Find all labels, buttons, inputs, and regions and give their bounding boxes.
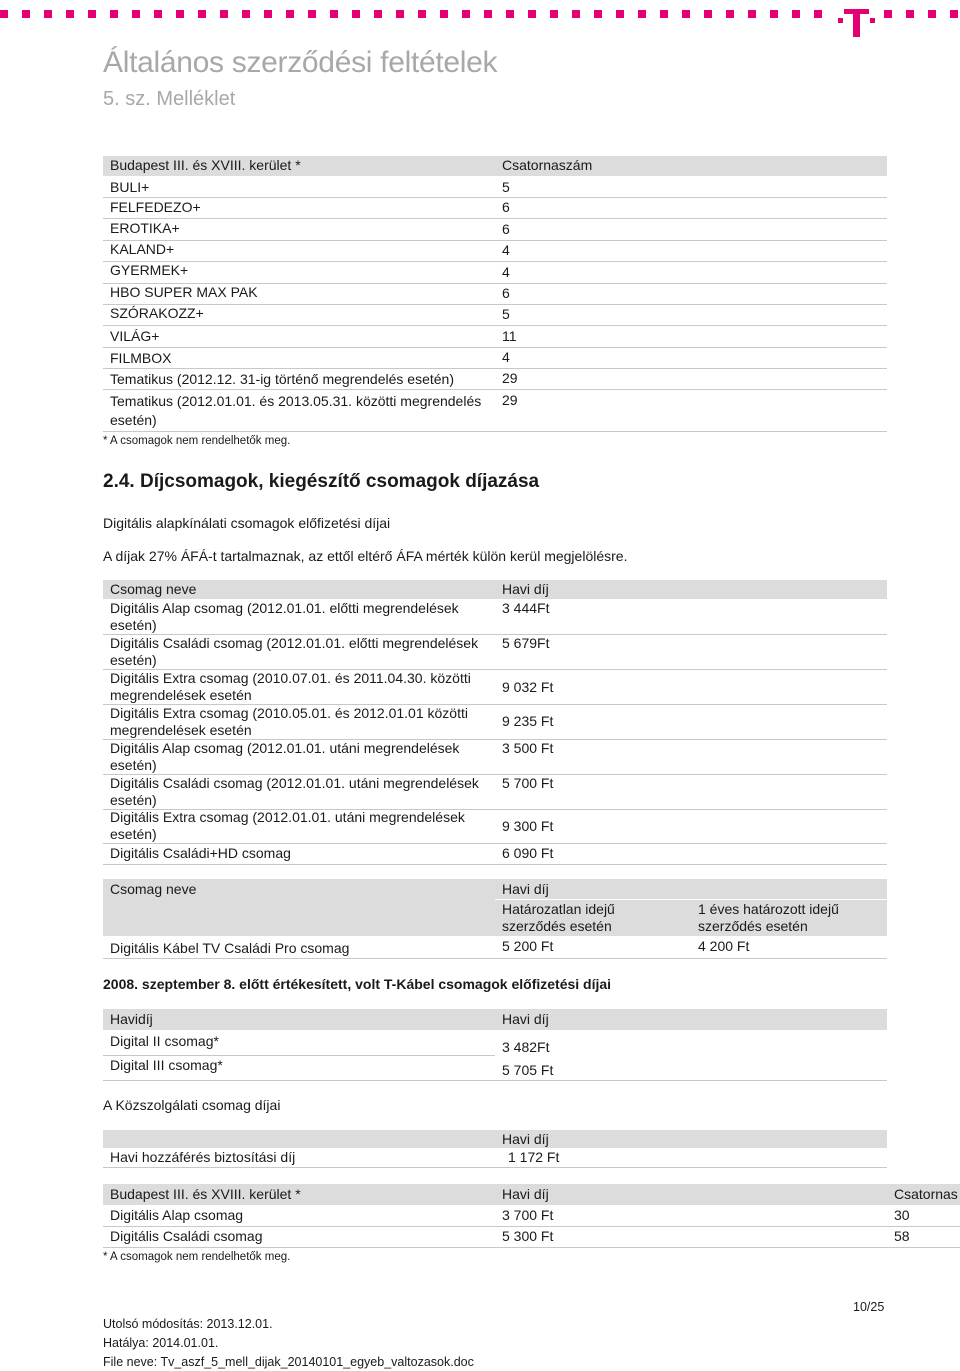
- digital-table-header-bg: [103, 580, 887, 599]
- channel-name: FILMBOX: [110, 350, 172, 366]
- kozszolgalati-header-right: Havi díj: [502, 1131, 549, 1147]
- tkabel-header-left: Havidíj: [110, 1011, 153, 1027]
- row-divider: [103, 304, 887, 305]
- pro-package-price-fixed: 4 200 Ft: [698, 938, 750, 954]
- channel-count: 4: [502, 349, 510, 365]
- bp-footnote: * A csomagok nem rendelhetők meg.: [103, 1251, 291, 1263]
- channel-count: 6: [502, 199, 510, 215]
- tkabel-heading: 2008. szeptember 8. előtt értékesített, volt T-Kábel csomagok előfizetési díjai: [103, 976, 612, 992]
- channel-count: 4: [502, 264, 510, 280]
- package-name-cont: megrendelések esetén: [110, 687, 252, 703]
- vat-note: A díjak 27% ÁFÁ-t tartalmaznak, az ettől eltérő ÁFA mérték külön kerül megjelölésre.: [103, 548, 628, 564]
- file-name: File neve: Tv_aszf_5_mell_dijak_20140101_egyeb_valtozasok.doc: [103, 1355, 474, 1369]
- channel-count: 5: [502, 306, 510, 322]
- channel-count: 11: [502, 328, 517, 344]
- channels-footnote: * A csomagok nem rendelhetők meg.: [103, 435, 291, 447]
- channel-name: FELFEDEZO+: [110, 199, 201, 215]
- pro-table-subcol1-line1: Határozatlan idejű: [502, 901, 615, 917]
- package-name-cont: esetén): [110, 792, 157, 808]
- row-divider: [103, 347, 887, 348]
- row-divider: [103, 197, 887, 198]
- tkabel-header-right: Havi díj: [502, 1011, 549, 1027]
- bp-package-channels: 58: [894, 1228, 910, 1244]
- package-name: Digitális Családi csomag (2012.01.01. előtti megrendelések: [110, 635, 479, 651]
- channel-name: Tematikus (2012.12. 31-ig történő megrendelés esetén): [110, 371, 454, 387]
- tkabel-package-price: 3 482Ft: [502, 1039, 550, 1055]
- row-divider: [103, 864, 887, 865]
- package-name: Digitális Extra csomag (2012.01.01. utáni megrendelések: [110, 809, 465, 825]
- page-number: 10/25: [853, 1300, 885, 1314]
- channel-count: 6: [502, 221, 510, 237]
- package-name-cont: esetén): [110, 826, 157, 842]
- digital-table-header-right: Havi díj: [502, 581, 549, 597]
- package-name: Digitális Alap csomag (2012.01.01. előtti megrendelések: [110, 600, 459, 616]
- channel-name-cont: esetén): [110, 412, 157, 428]
- row-divider: [103, 1226, 960, 1227]
- channel-count: 4: [502, 242, 510, 258]
- channel-name: BULI+: [110, 179, 150, 195]
- row-divider: [103, 368, 887, 369]
- telekom-t-logo-icon: [838, 2, 874, 38]
- bp-package-channels: 30: [894, 1207, 910, 1223]
- bp-table-header-right: Csatornas: [894, 1186, 958, 1202]
- decorative-dot-row-right: [884, 10, 960, 22]
- channel-count: 29: [502, 370, 518, 386]
- package-price: 6 090 Ft: [502, 845, 554, 861]
- package-name: Digitális Családi csomag (2012.01.01. utáni megrendelések: [110, 775, 479, 791]
- bp-package-name: Digitális Családi csomag: [110, 1228, 263, 1244]
- tkabel-table-header-bg: [103, 1009, 887, 1030]
- row-divider: [103, 218, 887, 219]
- bp-table-header-left: Budapest III. és XVIII. kerület *: [110, 1186, 301, 1202]
- document-title: Általános szerződési feltételek: [103, 46, 498, 79]
- section-heading: 2.4. Díjcsomagok, kiegészítő csomagok díjazása: [103, 471, 540, 492]
- pro-table-subcol2-line2: szerződés esetén: [698, 918, 808, 934]
- channel-name: VILÁG+: [110, 328, 160, 344]
- package-name-cont: esetén): [110, 757, 157, 773]
- channel-name: HBO SUPER MAX PAK: [110, 284, 258, 300]
- row-divider: [103, 1167, 887, 1168]
- package-name-cont: esetén): [110, 652, 157, 668]
- row-divider: [103, 389, 887, 390]
- header-divider: [495, 899, 887, 900]
- channels-table-header-left: Budapest III. és XVIII. kerület *: [110, 157, 301, 173]
- channels-table-header-right: Csatornaszám: [502, 157, 593, 173]
- section-subheading: Digitális alapkínálati csomagok előfizetési díjai: [103, 515, 391, 531]
- pro-package-name: Digitális Kábel TV Családi Pro csomag: [110, 940, 350, 956]
- row-divider: [103, 1055, 495, 1056]
- last-modified: Utolsó módosítás: 2013.12.01.: [103, 1317, 273, 1331]
- package-price: 3 500 Ft: [502, 740, 554, 756]
- row-divider: [103, 1247, 960, 1248]
- bp-package-name: Digitális Alap csomag: [110, 1207, 244, 1223]
- tkabel-package-name: Digital II csomag*: [110, 1033, 219, 1049]
- kozszolgalati-header-bg: [103, 1130, 887, 1148]
- channel-count: 5: [502, 179, 510, 195]
- package-price: 3 444Ft: [502, 600, 550, 616]
- pro-package-price-indefinite: 5 200 Ft: [502, 938, 554, 954]
- package-price: 5 679Ft: [502, 635, 550, 651]
- channel-name: Tematikus (2012.01.01. és 2013.05.31. közötti megrendelés: [110, 393, 482, 409]
- bp-package-price: 3 700 Ft: [502, 1207, 554, 1223]
- tkabel-package-name: Digital III csomag*: [110, 1057, 223, 1073]
- digital-table-header-left: Csomag neve: [110, 581, 197, 597]
- bp-package-price: 5 300 Ft: [502, 1228, 554, 1244]
- document-subtitle: 5. sz. Melléklet: [103, 88, 236, 110]
- channel-name: GYERMEK+: [110, 262, 189, 278]
- access-fee-label: Havi hozzáférés biztosítási díj: [110, 1149, 296, 1165]
- package-name: Digitális Extra csomag (2010.05.01. és 2012.01.01 közötti: [110, 705, 468, 721]
- row-divider: [103, 431, 887, 432]
- pro-table-header-left: Csomag neve: [110, 881, 197, 897]
- decorative-dot-row: [0, 10, 820, 22]
- effective-date: Hatálya: 2014.01.01.: [103, 1336, 219, 1350]
- pro-table-subcol1-line2: szerződés esetén: [502, 918, 612, 934]
- row-divider: [103, 1080, 887, 1081]
- pro-table-header-right: Havi díj: [502, 881, 549, 897]
- package-name: Digitális Extra csomag (2010.07.01. és 2011.04.30. közötti: [110, 670, 471, 686]
- channel-name: EROTIKA+: [110, 220, 180, 236]
- package-name-cont: esetén): [110, 617, 157, 633]
- package-price: 9 300 Ft: [502, 818, 554, 834]
- pro-table-subcol2-line1: 1 éves határozott idejű: [698, 901, 839, 917]
- channel-count: 6: [502, 285, 510, 301]
- channel-name: KALAND+: [110, 241, 175, 257]
- row-divider: [103, 325, 887, 326]
- row-divider: [103, 240, 887, 241]
- row-divider: [103, 843, 887, 844]
- package-name: Digitális Alap csomag (2012.01.01. utáni megrendelések: [110, 740, 460, 756]
- package-name-cont: megrendelések esetén: [110, 722, 252, 738]
- row-divider: [103, 261, 887, 262]
- channel-count: 29: [502, 392, 518, 408]
- package-price: 5 700 Ft: [502, 775, 554, 791]
- bp-table-header-mid: Havi díj: [502, 1186, 549, 1202]
- row-divider: [103, 958, 887, 959]
- channel-name: SZÓRAKOZZ+: [110, 305, 204, 321]
- access-fee-price: 1 172 Ft: [508, 1149, 560, 1165]
- package-price: 9 032 Ft: [502, 679, 554, 695]
- tkabel-package-price: 5 705 Ft: [502, 1062, 554, 1078]
- package-price: 9 235 Ft: [502, 713, 554, 729]
- package-name: Digitális Családi+HD csomag: [110, 845, 291, 861]
- kozszolgalati-heading: A Közszolgálati csomag díjai: [103, 1097, 281, 1113]
